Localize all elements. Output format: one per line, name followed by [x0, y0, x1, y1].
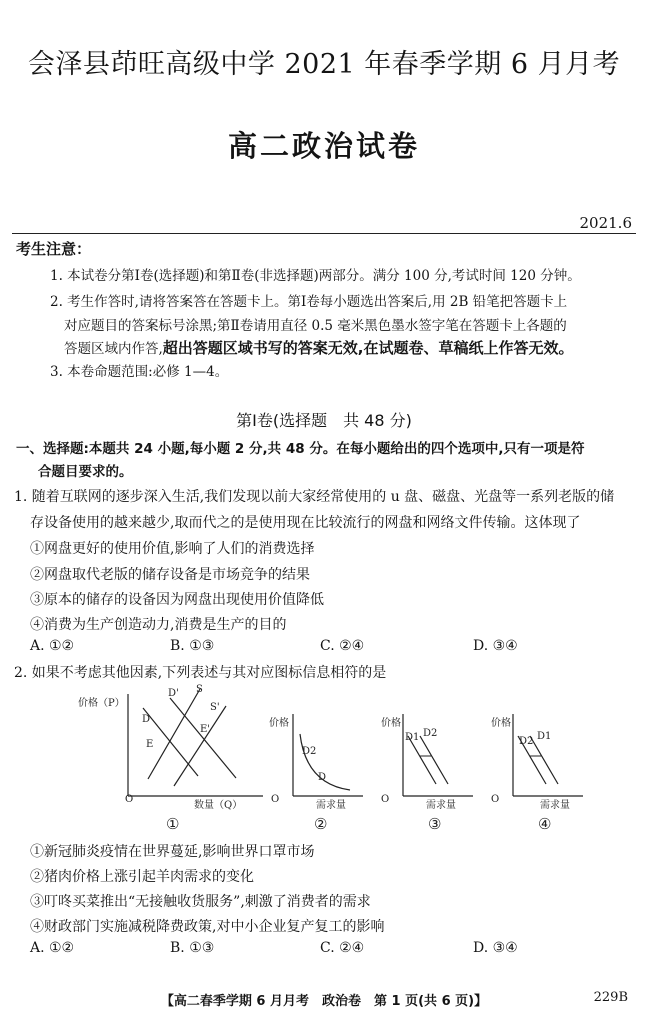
demand-curve-graph-2 [269, 714, 363, 833]
q2-option-c[interactable]: C. ②④ [320, 940, 365, 956]
g2-number-label: ② [314, 815, 328, 833]
q1-option-a[interactable]: A. ①② [30, 638, 75, 654]
exam-title: 高二政治试卷 [227, 129, 420, 163]
g3-y-label: 价格 [381, 718, 401, 729]
g2-curve-label-d: D [318, 772, 327, 783]
q1-statement-2: ②网盘取代老版的储存设备是市场竞争的结果 [30, 567, 310, 583]
g4-curve-d1 [530, 736, 558, 784]
g4-origin: O [491, 794, 500, 805]
g4-x-label: 需求量 [540, 800, 570, 811]
g2-y-label: 价格 [269, 718, 289, 729]
g2-origin: O [271, 794, 280, 805]
q1-statement-3: ③原本的储存的设备因为网盘出现使用价值降低 [30, 592, 324, 608]
notice-item-3: 3. 本卷命题范围:必修 1—4。 [50, 364, 229, 380]
q2-figure [78, 684, 588, 834]
q2-option-a[interactable]: A. ①② [30, 940, 75, 956]
g1-point-label-e-prime: E' [200, 724, 211, 735]
demand-curve-graph-3 [381, 714, 473, 833]
exam-date: 2021.6 [579, 214, 632, 232]
header-divider [12, 233, 636, 234]
page-footer: 【高二春季学期 6 月月考 政治卷 第 1 页(共 6 页)】 [160, 994, 488, 1009]
g3-number-label: ③ [428, 815, 442, 833]
notice-item-2-line-1: 2. 考生作答时,请将答案答在答题卡上。第Ⅰ卷每小题选出答案后,用 2B 铅笔把答题卡上 [50, 294, 568, 310]
q1-option-c[interactable]: C. ②④ [320, 638, 365, 654]
g4-curve-label-d1: D1 [537, 731, 552, 742]
q2-option-b[interactable]: B. ①③ [170, 940, 215, 956]
g2-x-label: 需求量 [316, 800, 346, 811]
g3-curve-label-d1: D1 [405, 732, 420, 743]
notice-heading: 考生注意： [16, 240, 92, 258]
g1-point-label-e: E [146, 739, 154, 750]
g4-curve-label-d2: D2 [519, 736, 534, 747]
g1-x-label: 数量（Q） [194, 800, 243, 811]
q2-option-d[interactable]: D. ③④ [473, 940, 518, 956]
q1-stem-line-2: 存设备使用的越来越少,取而代之的是使用现在比较流行的网盘和网络文件传输。这体现了 [30, 515, 581, 531]
paper-code: 229B [593, 990, 628, 1005]
section-title: 第Ⅰ卷(选择题 共 48 分) [236, 411, 412, 430]
school-exam-header: 会泽县茚旺高级中学 2021 年春季学期 6 月月考 [27, 49, 621, 80]
g3-origin: O [381, 794, 390, 805]
g1-curve-label-s-prime: S' [210, 702, 220, 713]
notice-emphasis: 超出答题区域书写的答案无效,在试题卷、草稿纸上作答无效。 [162, 339, 574, 357]
demand-curve-graph-4 [491, 714, 583, 833]
q2-statement-4: ④财政部门实施减税降费政策,对中小企业复产复工的影响 [30, 919, 385, 935]
g1-curve-label-d-prime: D' [168, 688, 179, 699]
q2-statement-1: ①新冠肺炎疫情在世界蔓延,影响世界口罩市场 [30, 844, 315, 860]
q2-statement-3: ③叮咚买菜推出“无接触收货服务”,刺激了消费者的需求 [30, 894, 371, 910]
g1-curve-label-d: D [142, 714, 151, 725]
q1-statement-1: ①网盘更好的使用价值,影响了人们的消费选择 [30, 541, 315, 557]
g3-curve-label-d2: D2 [423, 728, 438, 739]
q1-option-b[interactable]: B. ①③ [170, 638, 215, 654]
q1-option-d[interactable]: D. ③④ [473, 638, 518, 654]
section-instruction-line-2: 合题目要求的。 [38, 464, 133, 480]
notice-item-1: 1. 本试卷分第Ⅰ卷(选择题)和第Ⅱ卷(非选择题)两部分。满分 100 分,考试时间 120 分钟。 [50, 268, 581, 284]
notice-item-2-line-3-plain: 答题区域内作答, [64, 341, 163, 357]
notice-item-2-line-2: 对应题目的答案标号涂黑;第Ⅱ卷请用直径 0.5 毫米黑色墨水签字笔在答题卡上各题的 [64, 318, 567, 334]
q1-stem-line-1: 1. 随着互联网的逐步深入生活,我们发现以前大家经常使用的 u 盘、磁盘、光盘等一系列老版的储 [14, 489, 615, 505]
q2-statement-2: ②猪肉价格上涨引起羊肉需求的变化 [30, 869, 254, 885]
g2-curve-label-d2: D2 [302, 746, 317, 757]
q1-statement-4: ④消费为生产创造动力,消费是生产的目的 [30, 617, 287, 633]
g3-curve-d2 [420, 736, 448, 784]
g1-origin: O [125, 794, 134, 805]
g4-y-label: 价格 [491, 718, 511, 729]
supply-demand-graph [78, 684, 263, 833]
g1-curve-s-prime [174, 706, 226, 786]
g1-y-label: 价格（P） [78, 698, 125, 709]
g3-x-label: 需求量 [426, 800, 456, 811]
section-instruction-line-1: 一、选择题:本题共 24 小题,每小题 2 分,共 48 分。在每小题给出的四个选项中,只有一项是符 [16, 441, 585, 457]
g1-curve-label-s: S [196, 684, 203, 695]
g1-number-label: ① [166, 815, 180, 833]
g4-number-label: ④ [538, 815, 552, 833]
notice-item-2-line-3 [64, 337, 574, 358]
g1-curve-d-prime [170, 698, 236, 778]
q2-stem: 2. 如果不考虑其他因素,下列表述与其对应图标信息相符的是 [14, 665, 387, 681]
g3-curve-d1 [408, 736, 436, 784]
